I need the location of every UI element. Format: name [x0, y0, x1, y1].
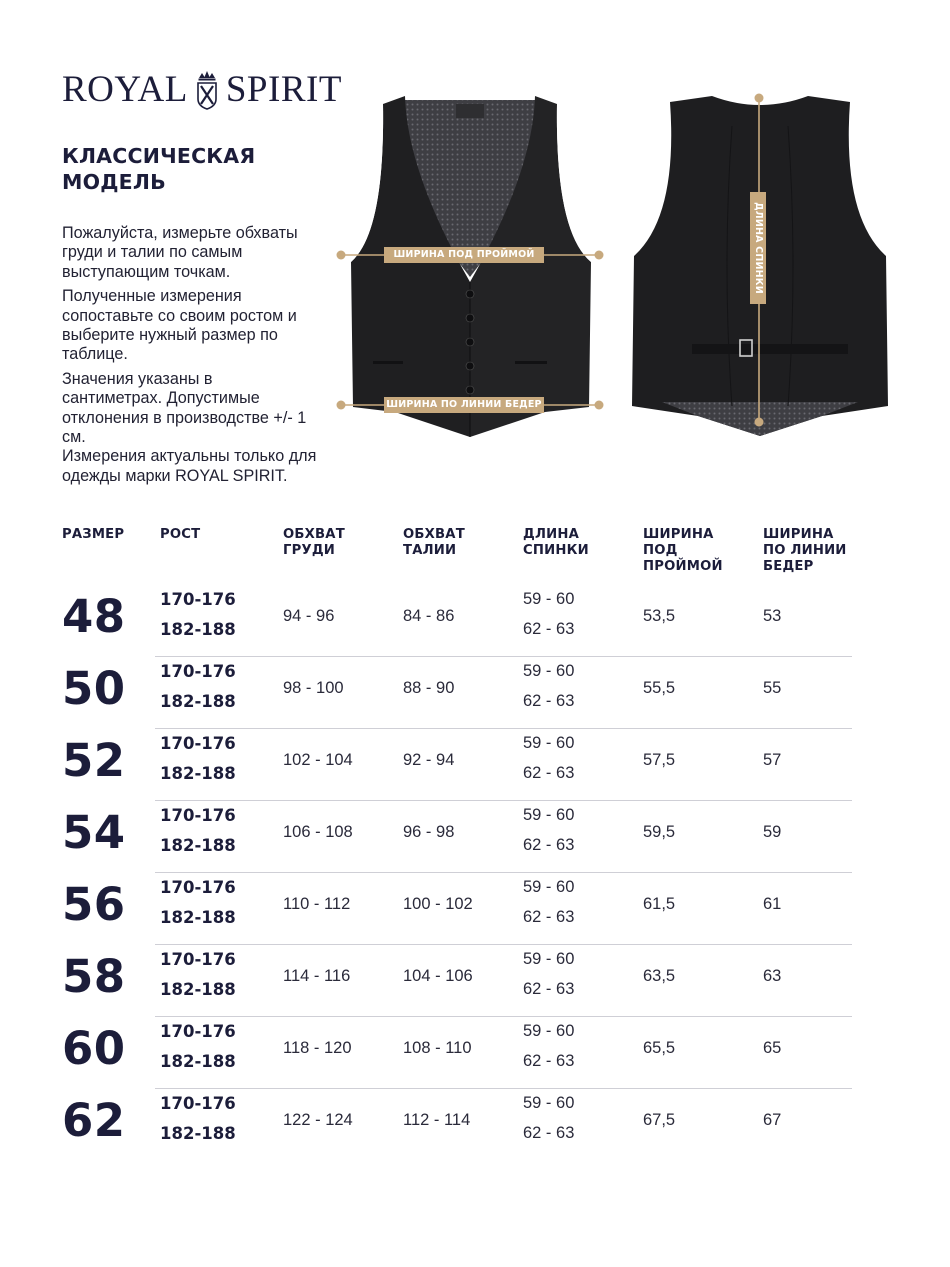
height-tall: 182-188 [160, 835, 236, 855]
brand-logo [62, 68, 342, 112]
waist-value: 100 - 102 [403, 895, 473, 913]
hip-value: 67 [763, 1111, 782, 1129]
armpit-value: 63,5 [643, 967, 676, 985]
back-length-values [523, 945, 574, 1004]
chest-value: 94 - 96 [283, 607, 335, 625]
waist-value: 96 - 98 [403, 823, 455, 841]
size-number: 52 [62, 734, 126, 787]
header-hip-width [763, 527, 847, 575]
page-title [62, 143, 332, 195]
chest-value: 118 - 120 [283, 1039, 352, 1057]
back-length-values [523, 873, 574, 932]
size-number: 56 [62, 878, 126, 931]
height-range [160, 585, 236, 644]
back-length-tall: 62 - 63 [523, 1051, 575, 1070]
armpit-value: 53,5 [643, 607, 676, 625]
height-tall: 182-188 [160, 691, 236, 711]
header-waist-line-1: ОБХВАТ [403, 527, 465, 542]
height-short: 170-176 [160, 806, 236, 825]
chest-value: 114 - 116 [283, 967, 351, 985]
chest-value: 122 - 124 [283, 1111, 353, 1129]
header-hip-line-2: ПО ЛИНИИ [763, 543, 847, 558]
back-length-short: 59 - 60 [523, 878, 575, 896]
height-short: 170-176 [160, 590, 236, 609]
hip-value: 63 [763, 967, 782, 985]
back-length-short: 59 - 60 [523, 950, 575, 968]
back-length-label-text: ДЛИНА СПИНКИ [753, 202, 764, 294]
armpit-value: 61,5 [643, 895, 676, 913]
size-number: 48 [62, 590, 126, 643]
back-length-values [523, 585, 574, 644]
back-length-tall: 62 - 63 [523, 907, 575, 926]
hip-value: 61 [763, 895, 782, 913]
header-armpit-line-2: ПОД [643, 543, 678, 558]
back-length-short: 59 - 60 [523, 1022, 575, 1040]
back-length-short: 59 - 60 [523, 734, 575, 752]
instruction-paragraph-4: Измерения актуальны только для одежды марки ROYAL SPIRIT. [62, 447, 317, 485]
header-hip-line-3: БЕДЕР [763, 559, 814, 574]
back-length-tall: 62 - 63 [523, 691, 575, 710]
brand-name-left: ROYAL [62, 69, 188, 110]
height-range [160, 657, 236, 716]
size-number: 60 [62, 1022, 126, 1075]
height-short: 170-176 [160, 734, 236, 753]
height-tall: 182-188 [160, 1123, 236, 1143]
back-length-tall: 62 - 63 [523, 1123, 575, 1142]
measuring-instructions [62, 224, 317, 491]
table-row [62, 801, 852, 873]
table-row [62, 729, 852, 801]
height-range [160, 945, 236, 1004]
height-range [160, 873, 236, 932]
header-chest [283, 527, 345, 559]
table-row [62, 657, 852, 729]
back-length-short: 59 - 60 [523, 806, 575, 824]
title-line-1: КЛАССИЧЕСКАЯ [62, 144, 256, 168]
title-line-2: МОДЕЛЬ [62, 170, 166, 194]
header-back-line-1: ДЛИНА [523, 527, 579, 542]
height-short: 170-176 [160, 1022, 236, 1041]
hip-value: 59 [763, 823, 782, 841]
waist-value: 108 - 110 [403, 1039, 472, 1057]
header-back-line-2: СПИНКИ [523, 543, 589, 558]
size-number: 62 [62, 1094, 126, 1147]
chest-value: 110 - 112 [283, 895, 351, 913]
table-row [62, 585, 852, 657]
back-length-tall: 62 - 63 [523, 835, 575, 854]
height-range [160, 729, 236, 788]
height-tall: 182-188 [160, 619, 236, 639]
header-armpit-line-1: ШИРИНА [643, 527, 714, 542]
chest-value: 102 - 104 [283, 751, 353, 769]
height-short: 170-176 [160, 878, 236, 897]
armpit-value: 57,5 [643, 751, 676, 769]
size-number: 58 [62, 950, 126, 1003]
back-length-short: 59 - 60 [523, 662, 575, 680]
chest-value: 106 - 108 [283, 823, 353, 841]
height-range [160, 1017, 236, 1076]
header-height-text: РОСТ [160, 527, 201, 542]
hip-width-label: ШИРИНА ПО ЛИНИИ БЕДЕР [384, 397, 544, 413]
back-length-values [523, 1089, 574, 1148]
waist-value: 112 - 114 [403, 1111, 471, 1129]
height-tall: 182-188 [160, 907, 236, 927]
instruction-paragraph-2: Полученные измерения сопоставьте со своим ростом и выберите нужный размер по таблице. [62, 287, 297, 364]
hip-value: 53 [763, 607, 782, 625]
size-number: 54 [62, 806, 126, 859]
header-size [62, 527, 124, 543]
back-length-tall: 62 - 63 [523, 619, 575, 638]
header-height [160, 527, 200, 543]
height-tall: 182-188 [160, 1051, 236, 1071]
brand-name-right: SPIRIT [225, 69, 342, 110]
height-short: 170-176 [160, 1094, 236, 1113]
armpit-width-label: ШИРИНА ПОД ПРОЙМОЙ [384, 247, 544, 263]
height-tall: 182-188 [160, 763, 236, 783]
waist-value: 104 - 106 [403, 967, 473, 985]
armpit-value: 67,5 [643, 1111, 676, 1129]
header-back-length [523, 527, 589, 559]
armpit-value: 59,5 [643, 823, 676, 841]
height-range [160, 1089, 236, 1148]
back-length-values [523, 1017, 574, 1076]
back-length-tall: 62 - 63 [523, 979, 575, 998]
back-length-values [523, 729, 574, 788]
hip-value: 57 [763, 751, 782, 769]
hip-value: 55 [763, 679, 782, 697]
size-number: 50 [62, 662, 126, 715]
header-waist [403, 527, 465, 559]
waist-value: 88 - 90 [403, 679, 455, 697]
table-row [62, 945, 852, 1017]
header-waist-line-2: ТАЛИИ [403, 543, 457, 558]
header-hip-line-1: ШИРИНА [763, 527, 834, 542]
back-length-label [750, 192, 766, 304]
height-range [160, 801, 236, 860]
instruction-paragraph-3: Значения указаны в сантиметрах. Допустимые отклонения в производстве +/- 1 см. [62, 369, 307, 447]
armpit-value: 55,5 [643, 679, 676, 697]
header-armpit-width [643, 527, 723, 575]
table-row [62, 873, 852, 945]
back-length-values [523, 801, 574, 860]
armpit-value: 65,5 [643, 1039, 676, 1057]
chest-value: 98 - 100 [283, 679, 344, 697]
height-short: 170-176 [160, 950, 236, 969]
height-tall: 182-188 [160, 979, 236, 999]
header-chest-line-1: ОБХВАТ [283, 527, 345, 542]
header-chest-line-2: ГРУДИ [283, 543, 336, 558]
back-length-short: 59 - 60 [523, 590, 575, 608]
waist-value: 84 - 86 [403, 607, 455, 625]
height-short: 170-176 [160, 662, 236, 681]
hip-value: 65 [763, 1039, 782, 1057]
crown-crest-icon [194, 69, 220, 111]
back-length-short: 59 - 60 [523, 1094, 575, 1112]
header-armpit-line-3: ПРОЙМОЙ [643, 559, 723, 574]
waist-value: 92 - 94 [403, 751, 455, 769]
header-size-text: РАЗМЕР [62, 527, 125, 542]
back-length-tall: 62 - 63 [523, 763, 575, 782]
table-row [62, 1089, 852, 1161]
back-length-values [523, 657, 574, 716]
table-row [62, 1017, 852, 1089]
instruction-paragraph-1: Пожалуйста, измерьте обхваты груди и талии по самым выступающим точкам. [62, 224, 298, 281]
